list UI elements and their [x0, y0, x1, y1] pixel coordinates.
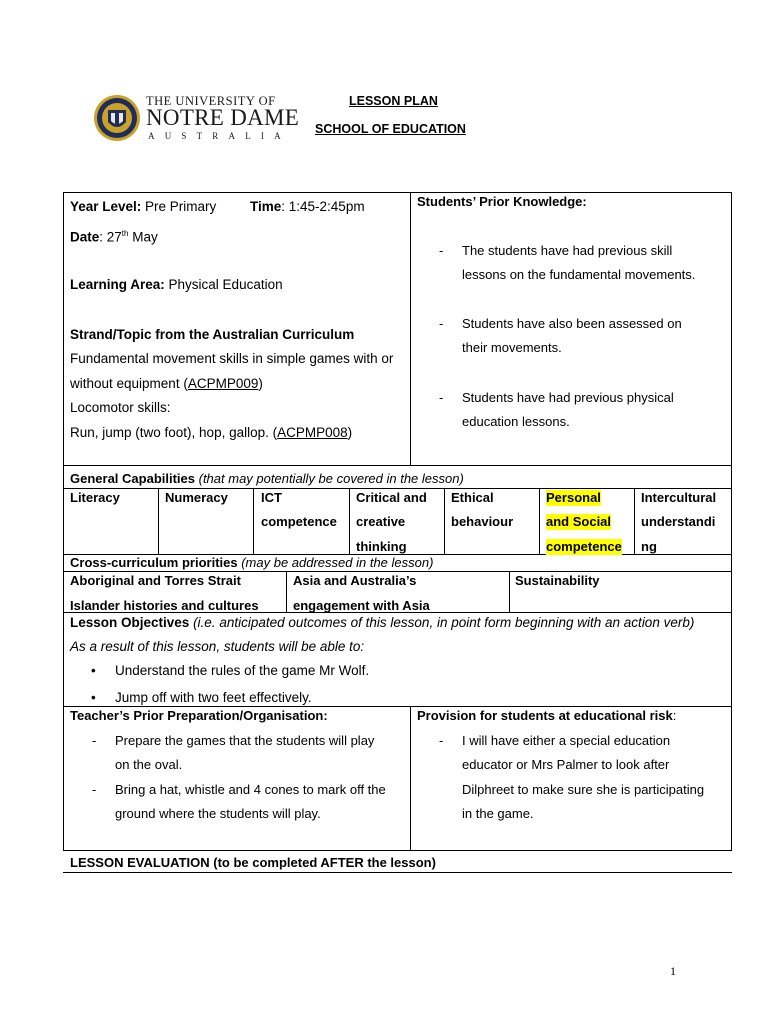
list-item: their movements.: [462, 340, 562, 355]
priority-aboriginal: Aboriginal and Torres Strait: [70, 573, 241, 588]
list-item: Dilphreet to make sure she is participating: [462, 782, 705, 797]
year-level-value: Pre Primary: [141, 199, 217, 214]
capability-personal-social: Personal: [546, 490, 601, 505]
list-dash: -: [439, 243, 444, 258]
university-logo: [93, 92, 300, 144]
time: [250, 199, 365, 215]
priority-sustainability: Sustainability: [515, 573, 600, 588]
logo-text-line2: NOTRE DAME: [146, 105, 300, 130]
list-item: on the oval.: [115, 757, 183, 772]
page-number: 1: [670, 964, 676, 978]
evaluation-heading: LESSON EVALUATION (to be completed AFTER the lesson): [70, 855, 436, 870]
date-suffix: th: [121, 229, 129, 238]
list-item: Students have also been assessed on: [462, 316, 682, 331]
list-item: Bring a hat, whistle and 4 cones to mark off the: [115, 782, 386, 797]
strand-line2: [70, 376, 263, 392]
capability-critical-thinking: Critical and: [356, 490, 427, 505]
strand-line3: Locomotor skills:: [70, 400, 171, 415]
objectives-label: Lesson Objectives: [70, 615, 190, 630]
list-dash: -: [92, 782, 97, 797]
list-item: educator or Mrs Palmer to look after: [462, 757, 670, 772]
list-item: Jump off with two feet effectively.: [115, 690, 312, 705]
capability-ict: ICT: [261, 490, 282, 505]
capabilities-note: (that may potentially be covered in the lesson): [195, 471, 464, 486]
strand-line2-text: without equipment (: [70, 376, 188, 391]
list-item: I will have either a special education: [462, 733, 671, 748]
learning-area-label: Learning Area:: [70, 277, 165, 292]
time-value: : 1:45-2:45pm: [281, 199, 365, 214]
bullet-icon: •: [91, 663, 96, 678]
list-dash: -: [439, 316, 444, 331]
capability-ict: competence: [261, 514, 337, 529]
capability-critical-thinking: thinking: [356, 539, 407, 554]
curriculum-code-link[interactable]: ACPMP008: [277, 425, 348, 440]
list-dash: -: [439, 390, 444, 405]
strand-line4-text: Run, jump (two foot), hop, gallop. (: [70, 425, 278, 440]
list-item: Prepare the games that the students will play: [115, 733, 375, 748]
date: [70, 229, 158, 246]
provision-colon: :: [672, 708, 677, 723]
bullet-icon: •: [91, 690, 96, 705]
time-label: Time: [250, 199, 282, 214]
capability-literacy: Literacy: [70, 490, 120, 505]
cross-curriculum-label: Cross-curriculum priorities: [70, 555, 238, 570]
capability-intercultural: understandi: [641, 514, 716, 529]
capabilities-label: General Capabilities: [70, 471, 195, 486]
cross-curriculum-note: (may be addressed in the lesson): [237, 555, 434, 570]
provision-heading: [417, 708, 676, 724]
document-subtitle: SCHOOL OF EDUCATION: [315, 122, 466, 136]
list-item: The students have had previous skill: [462, 243, 673, 258]
date-label: Date: [70, 229, 100, 245]
year-level: [70, 199, 216, 215]
capability-numeracy: Numeracy: [165, 490, 228, 505]
priority-asia: Asia and Australia’s: [293, 573, 417, 588]
strand-line4-close: ): [347, 425, 353, 440]
preparation-heading: Teacher’s Prior Preparation/Organisation:: [70, 708, 328, 723]
provision-label: Provision for students at educational risk: [417, 708, 673, 723]
strand-line1: Fundamental movement skills in simple games with or: [70, 351, 394, 366]
year-level-label: Year Level:: [70, 199, 142, 214]
prior-knowledge-heading: Students’ Prior Knowledge:: [417, 194, 587, 209]
logo-text-line1: THE UNIVERSITY OF: [146, 94, 276, 108]
capabilities-heading: [70, 471, 464, 487]
capability-ethical: behaviour: [451, 514, 514, 529]
list-item: Understand the rules of the game Mr Wolf.: [115, 663, 370, 678]
capability-ethical: Ethical: [451, 490, 494, 505]
date-month: May: [128, 229, 158, 245]
document-title: LESSON PLAN: [349, 94, 438, 108]
list-item: education lessons.: [462, 414, 570, 429]
list-item: in the game.: [462, 806, 534, 821]
capability-personal-social: competence: [546, 539, 622, 554]
capability-intercultural: Intercultural: [641, 490, 717, 505]
university-seal-icon: [93, 92, 141, 144]
objectives-heading: [70, 615, 694, 631]
objectives-note: (i.e. anticipated outcomes of this lesson, in point form beginning with an action verb): [189, 615, 695, 630]
strand-line2-close: ): [258, 376, 263, 391]
priority-aboriginal: Islander histories and cultures: [70, 598, 259, 613]
logo-text-line3: AUSTRALIA: [148, 131, 291, 141]
capability-intercultural: ng: [641, 539, 657, 554]
learning-area-value: Physical Education: [164, 277, 283, 292]
list-item: lessons on the fundamental movements.: [462, 267, 696, 282]
capability-personal-social: and Social: [546, 514, 612, 529]
list-item: Students have had previous physical: [462, 390, 674, 405]
capability-critical-thinking: creative: [356, 514, 406, 529]
cross-curriculum-heading: [70, 555, 433, 571]
learning-area: [70, 277, 283, 293]
date-value: : 27: [99, 229, 122, 245]
strand-heading: Strand/Topic from the Australian Curriculum: [70, 327, 355, 342]
curriculum-code-link[interactable]: ACPMP009: [187, 376, 259, 391]
strand-line4: [70, 425, 352, 441]
list-dash: -: [92, 733, 97, 748]
list-item: ground where the students will play.: [115, 806, 321, 821]
priority-asia: engagement with Asia: [293, 598, 430, 613]
list-dash: -: [439, 733, 444, 748]
objectives-intro: As a result of this lesson, students will be able to:: [70, 639, 365, 654]
